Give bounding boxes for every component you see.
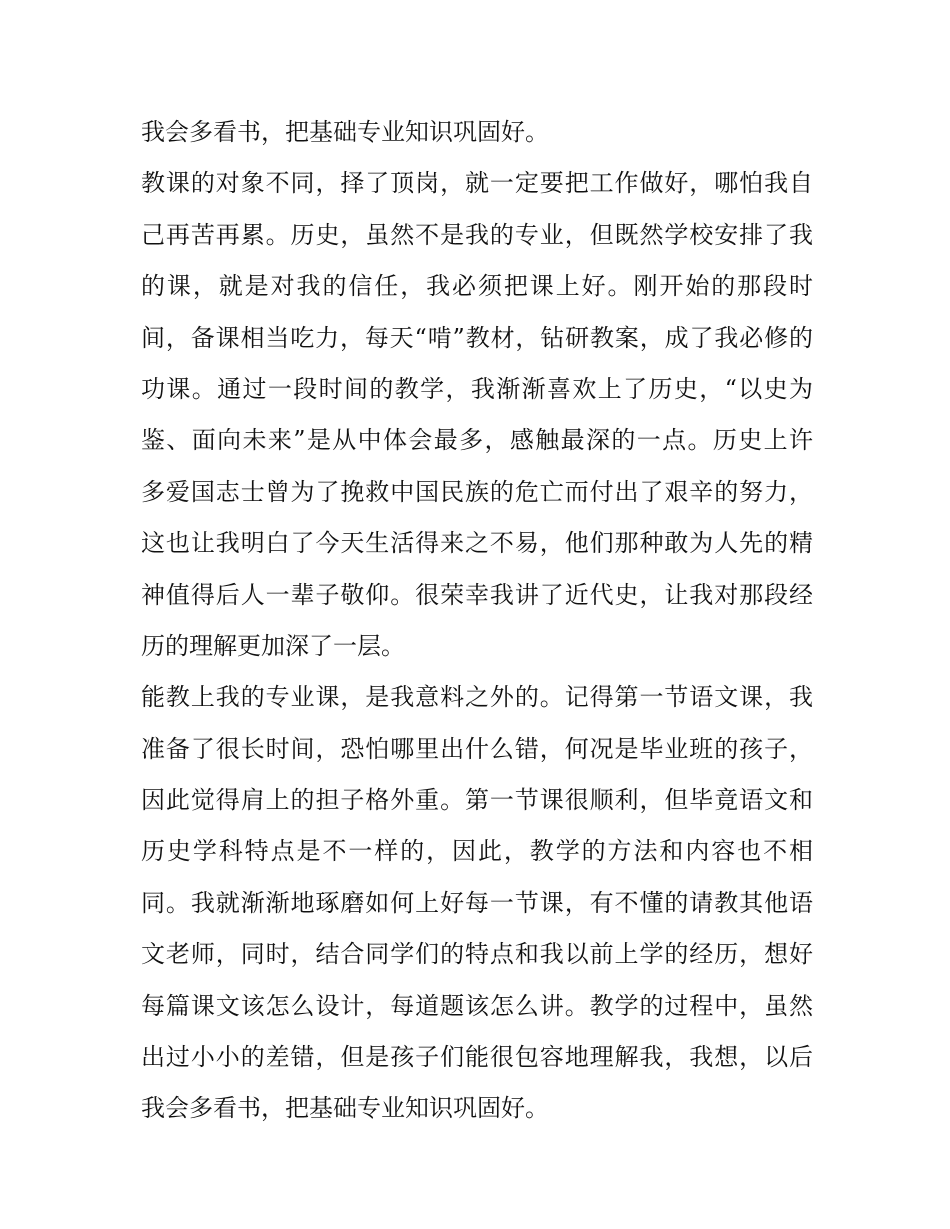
text-line: 文老师，同时，结合同学们的特点和我以前上学的经历，想好 — [141, 940, 813, 969]
text-line: 己再苦再累。历史，虽然不是我的专业，但既然学校安排了我 — [141, 220, 813, 249]
text-line: 间，备课相当吃力，每天“啃”教材，钻研教案，成了我必修的 — [141, 323, 813, 352]
text-line: 的课，就是对我的信任，我必须把课上好。刚开始的那段时 — [141, 272, 813, 301]
text-line: 神值得后人一辈子敬仰。很荣幸我讲了近代史，让我对那段经 — [141, 580, 813, 609]
text-line: 教课的对象不同，择了顶岗，就一定要把工作做好，哪怕我自 — [141, 169, 813, 198]
text-line: 每篇课文该怎么设计，每道题该怎么讲。教学的过程中，虽然 — [141, 991, 813, 1020]
text-line: 能教上我的专业课，是我意料之外的。记得第一节语文课，我 — [141, 683, 813, 712]
text-line: 历的理解更加深了一层。 — [141, 631, 405, 660]
text-line: 准备了很长时间，恐怕哪里出什么错，何况是毕业班的孩子， — [141, 734, 813, 763]
text-line: 出过小小的差错，但是孩子们能很包容地理解我，我想，以后 — [141, 1043, 813, 1072]
text-line: 鉴、面向未来”是从中体会最多，感触最深的一点。历史上许 — [141, 426, 813, 455]
text-line: 同。我就渐渐地琢磨如何上好每一节课，有不懂的请教其他语 — [141, 888, 813, 917]
text-line: 我会多看书，把基础专业知识巩固好。 — [141, 1094, 549, 1123]
body-text — [141, 107, 813, 1135]
text-line: 我会多看书，把基础专业知识巩固好。 — [141, 118, 549, 146]
text-line: 这也让我明白了今天生活得来之不易，他们那种敢为人先的精 — [141, 529, 813, 558]
text-line: 历史学科特点是不一样的，因此，教学的方法和内容也不相 — [141, 837, 813, 866]
text-line: 功课。通过一段时间的教学，我渐渐喜欢上了历史，“以史为 — [141, 374, 813, 403]
text-line: 多爱国志士曾为了挽救中国民族的危亡而付出了艰辛的努力， — [141, 477, 813, 506]
text-line: 因此觉得肩上的担子格外重。第一节课很顺利，但毕竟语文和 — [141, 786, 813, 815]
